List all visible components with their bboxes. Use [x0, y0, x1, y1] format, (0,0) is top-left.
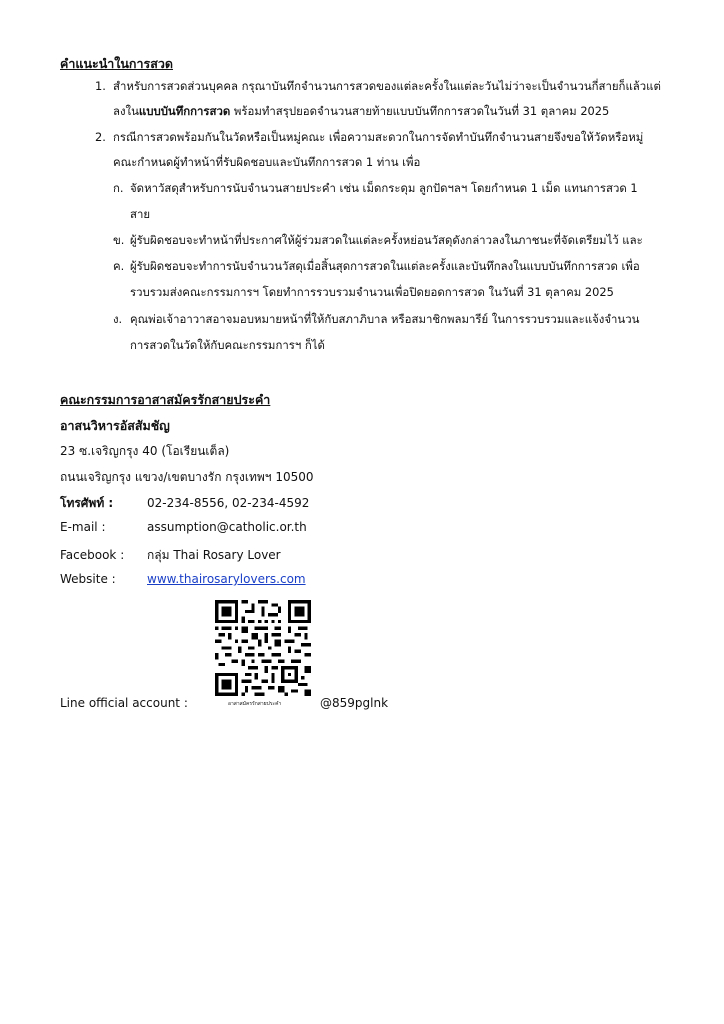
item2-number: 2. [95, 130, 106, 144]
item2-line1: กรณีการสวดพร้อมกันในวัดหรือเป็นหมู่คณะ เพื่อความสะดวกในการจัดทำบันทึกจำนวนสายจึงขอให้วัดหรือหมู่ [113, 130, 644, 144]
instructions-heading: คำแนะนำในการสวด [60, 56, 173, 71]
website-label: Website : [60, 572, 116, 586]
phone-value: 02-234-8556, 02-234-4592 [147, 496, 310, 510]
sub-b-line1: ผู้รับผิดชอบจะทำหน้าที่ประกาศให้ผู้ร่วมสวดในแต่ละครั้งหย่อนวัสดุดังกล่าวลงในภาชนะที่จัดเตรียมไว้ และ [130, 233, 643, 247]
email-label: E-mail : [60, 520, 106, 534]
sub-c-letter: ค. [113, 259, 125, 273]
qr-code-icon [214, 600, 312, 696]
item1-line1: สำหรับการสวดส่วนบุคคล กรุณาบันทึกจำนวนการสวดของแต่ละครั้งในแต่ละวันไม่ว่าจะเป็นจำนวนกี่สายก็แล้วแต่ [113, 79, 661, 93]
qr-caption: อาสาสมัครรักสายประคำ [228, 701, 282, 707]
contact-block [60, 390, 314, 494]
item2-line2: คณะกำหนดผู้ทำหน้าที่รับผิดชอบและบันทึกการสวด 1 ท่าน เพื่อ [113, 155, 421, 169]
email-value: assumption@catholic.or.th [147, 520, 307, 534]
phone-row [60, 494, 309, 513]
address-line-2: ถนนเจริญกรุง แขวง/เขตบางรัก กรุงเทพฯ 10500 [60, 470, 314, 484]
sub-a-line2: สาย [130, 207, 151, 221]
facebook-value: กลุ่ม Thai Rosary Lover [147, 548, 281, 562]
sub-c-line2: รวบรวมส่งคณะกรรมการฯ โดยทำการรวบรวมจำนวนเพื่อปิดยอดการสวด ในวันที่ 31 ตุลาคม 2025 [130, 285, 614, 299]
line-account-id: @859pglnk [320, 696, 389, 710]
item1-number: 1. [95, 79, 106, 93]
sub-a-line1: จัดหาวัสดุสำหรับการนับจำนวนสายประคำ เช่น เม็ดกระดุม ลูกปัดฯลฯ โดยกำหนด 1 เม็ด แทนการสวด 1 [130, 181, 638, 195]
facebook-row [60, 546, 281, 565]
website-link[interactable]: www.thairosarylovers.com [147, 572, 306, 586]
organization-name: อาสนวิหารอัสสัมชัญ [60, 418, 170, 433]
sub-c-line1: ผู้รับผิดชอบจะทำการนับจำนวนวัสดุเมื่อสิ้นสุดการสวดในแต่ละครั้งและบันทึกลงในแบบบันทึกการสวด เพื่อ [130, 259, 640, 273]
website-row [60, 572, 306, 586]
item1-line2 [113, 101, 609, 122]
sub-d-line1: คุณพ่อเจ้าอาวาสอาจมอบหมายหน้าที่ให้กับสภาภิบาล หรือสมาชิกพลมารีย์ ในการรวบรวมและแจ้งจำนวน [130, 312, 640, 326]
email-row [60, 520, 307, 534]
record-form-name: แบบบันทึกการสวด [138, 104, 231, 118]
item1-line2-post: พร้อมทำสรุปยอดจำนวนสายท้ายแบบบันทึกการสวดในวันที่ 31 ตุลาคม 2025 [230, 104, 610, 118]
item1-line2-pre: ลงใน [113, 104, 139, 118]
committee-title: คณะกรรมการอาสาสมัครรักสายประคำ [60, 392, 271, 407]
line-account-label: Line official account : [60, 696, 188, 710]
sub-a-letter: ก. [113, 181, 124, 195]
facebook-label: Facebook : [60, 548, 125, 562]
sub-d-line2: การสวดในวัดให้กับคณะกรรมการฯ ก็ได้ [130, 338, 325, 352]
address-line-1: 23 ซ.เจริญกรุง 40 (โอเรียนเต็ล) [60, 444, 230, 458]
phone-label: โทรศัพท์ : [60, 496, 114, 510]
sub-d-letter: ง. [113, 312, 123, 326]
sub-b-letter: ข. [113, 233, 125, 247]
